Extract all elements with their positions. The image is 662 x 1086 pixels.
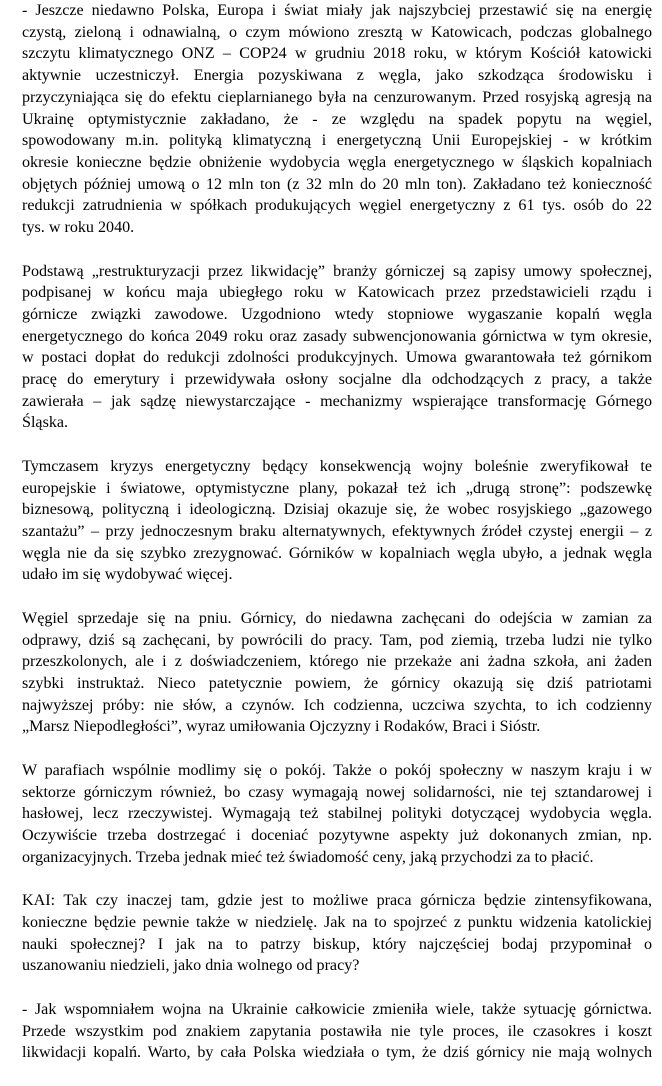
text-line: spowodowany m.in. polityką klimatyczną i energetyczną Unii Europejskiej - w krótkim (22, 132, 652, 150)
text-line: Węgiel sprzedaje się na pniu. Górnicy, do niedawna zachęcani do odejścia w zamian za (22, 609, 652, 627)
text-line: szantażu” – przy jednoczesnym braku alternatywnych, efektywnych źródeł czystej energii – z (22, 523, 652, 541)
text-line: KAI: Tak czy inaczej tam, gdzie jest to możliwe praca górnicza będzie zintensyfikowana, (22, 892, 652, 910)
text-line: Ukrainę optymistycznie zakładano, że - ze względu na spadek popytu na węgiel, (22, 110, 652, 128)
text-line: objętych później umową o 12 mln ton (z 32 mln do 20 mln ton). Zakładano też konieczność (22, 175, 652, 193)
text-line: Podstawą „restrukturyzacji przez likwidację” branży górniczej są zapisy umowy społecznej, (22, 262, 652, 280)
text-line: - Jak wspomniałem wojna na Ukrainie całkowicie zmieniła wiele, także sytuację górnictwa. (22, 1000, 652, 1018)
paragraph-1 (22, 0, 652, 239)
text-line: szybki instruktaż. Nieco patetycznie powiem, że górnicy okazują się dziś patriotami (22, 675, 652, 693)
text-line: w postaci dopłat do redukcji zdolności produkcyjnych. Umowa gwarantowała też górnikom (22, 349, 652, 367)
text-line: europejskie i światowe, optymistyczne plany, pokazał też ich „drugą stronę”: podszewkę (22, 479, 652, 497)
text-line: energetycznego do końca 2049 roku oraz zasady subwencjonowania górnictwa w tym okresie, (22, 327, 652, 345)
text-line: węgla nie da się szybko zrezygnować. Górników w kopalniach węgla ubyło, a jednak węgla (22, 544, 652, 562)
text-line: organizacyjnych. Trzeba jednak mieć też świadomość ceny, jaką przychodzi za to płacić. (22, 848, 594, 866)
document-page (22, 0, 652, 1086)
text-line: odprawy, dziś są zachęcani, by powrócili do pracy. Tam, pod ziemią, trzeba ludzi nie tylko (22, 631, 652, 649)
text-line: nauki społecznej? I jak na to patrzy biskup, który najczęściej bodaj przypominał o (22, 935, 652, 953)
text-line: konieczne będzie pewnie także w niedzielę. Jak na to spojrzeć z punktu widzenia katolickiej (22, 914, 652, 931)
text-line: hasłowej, lecz rzeczywistej. Wymagają też stabilnej polityki dotyczącej wydobycia węgla. (22, 805, 652, 823)
text-line: najwyższej próby: nie słów, a czynów. Ich codzienna, uczciwa szychta, to ich codzienny (22, 696, 652, 714)
paragraph-7 (22, 999, 652, 1064)
text-line: sektorze górniczym również, bo czasy wymagają nowej solidarności, nie tej sztandarowej i (22, 783, 652, 801)
text-line: Przede wszystkim pod znakiem zapytania postawiła nie tyle proces, ile czasokres i koszt (22, 1022, 652, 1040)
text-line: udało im się wydobywać więcej. (22, 566, 233, 584)
paragraph-3 (22, 456, 652, 586)
text-line: redukcji zatrudnienia w spółkach produkujących węgiel energetyczny z 61 tys. osób do 22 (22, 197, 652, 215)
text-line: okresie konieczne będzie obniżenie wydobycia węgla energetycznego w śląskich kopalniach (22, 153, 652, 171)
text-line: przeszkolonych, ale i z doświadczeniem, którego nie przekaże ani żadna szkoła, ani żaden (22, 653, 652, 671)
paragraph-6-question (22, 890, 652, 977)
text-line: pracę do emerytury i przewidywała osłony socjalne dla odchodzących z pracy, a także (22, 371, 652, 389)
text-line: zawierała – jak sądzę niewystarczające - mechanizmy wspierające transformację Górnego (22, 392, 652, 410)
text-line: przyczyniająca się do efektu cieplarnianego była na cenzurowanym. Przed rosyjską agresją na (22, 88, 652, 106)
paragraph-5 (22, 760, 652, 869)
text-line: szczytu klimatycznego ONZ – COP24 w grudniu 2018 roku, w którym Kościół katowicki (22, 45, 652, 63)
text-line: czystą, zieloną i odnawialną, o czym mówiono zresztą w Katowicach, podczas globalnego (22, 23, 652, 41)
text-line: tys. w roku 2040. (22, 219, 135, 237)
text-line: likwidacji kopalń. Warto, by cała Polska wiedziała o tym, że dziś górnicy nie mają wolnych (22, 1044, 652, 1062)
text-line: Śląska. (22, 414, 69, 432)
text-line: W parafiach wspólnie modlimy się o pokój. Także o pokój społeczny w naszym kraju i w (22, 761, 652, 779)
text-line: Tymczasem kryzys energetyczny będący konsekwencją wojny boleśnie zweryfikował te (22, 457, 652, 475)
text-line: - Jeszcze niedawno Polska, Europa i świat miały jak najszybciej przestawić się na energię (22, 2, 652, 19)
text-line: górnicze związki zawodowe. Uzgodniono wtedy stopniowe wygaszanie kopalń węgla (22, 305, 652, 323)
text-line: „Marsz Niepodległości”, wyraz umiłowania Ojczyzny i Rodaków, Braci i Sióstr. (22, 718, 541, 736)
text-line: Oczywiście trzeba dostrzegać i doceniać pozytywne aspekty już dokonanych zmian, np. (22, 827, 652, 845)
paragraph-2 (22, 261, 652, 435)
paragraph-4 (22, 608, 652, 738)
text-line: uszanowaniu niedzieli, jako dnia wolnego od pracy? (22, 957, 360, 975)
text-line: podpisanej w końcu maja ubiegłego roku w Katowicach przez przedstawicieli rządu i (22, 284, 652, 302)
text-line: aktywnie uczestniczył. Energia pozyskiwana z węgla, jako szkodząca środowisku i (22, 67, 652, 85)
text-line: biznesową, polityczną i ideologiczną. Dzisiaj okazuje się, że wobec rosyjskiego „gazowego (22, 501, 652, 519)
